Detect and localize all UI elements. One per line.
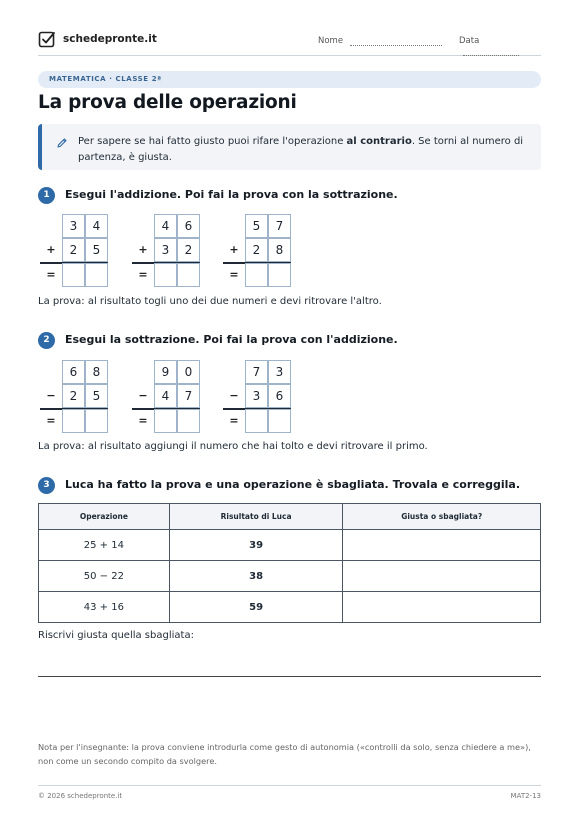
digit-cell: 4 [85, 214, 108, 238]
brand-name: schedepronte.it [63, 33, 157, 45]
worksheet-code: MAT2-13 [510, 792, 541, 800]
digit-cell: 8 [268, 238, 291, 262]
digit-cell: 2 [62, 384, 85, 408]
result-cell: 38 [169, 561, 343, 592]
digit-cell: 4 [154, 384, 177, 408]
operation-cell: 50 − 22 [39, 561, 170, 592]
info-text-part: Per sapere se hai fatto giusto puoi rifare l'operazione [78, 136, 347, 147]
copyright: © 2026 schedepronte.it [38, 792, 123, 800]
table-row [39, 592, 541, 623]
digit-cell: 7 [177, 384, 200, 408]
answer-cell[interactable] [154, 409, 177, 433]
answer-cell[interactable] [268, 409, 291, 433]
table-row [39, 561, 541, 592]
digit-cell: 3 [245, 384, 268, 408]
digit-cell: 3 [62, 214, 85, 238]
results-table [38, 503, 541, 623]
column-header: Risultato di Luca [169, 504, 343, 530]
digit-cell: 5 [245, 214, 268, 238]
digit-cell: 2 [177, 238, 200, 262]
check-answer-cell[interactable] [343, 561, 541, 592]
question-number: 1 [38, 187, 55, 204]
date-label: Data [459, 36, 480, 46]
question-text: Esegui la sottrazione. Poi fai la prova con l'addizione. [65, 333, 398, 346]
equals-sign: = [46, 414, 56, 427]
answer-cell[interactable] [62, 409, 85, 433]
date-line [463, 47, 519, 56]
answer-cell[interactable] [85, 263, 108, 287]
answer-cell[interactable] [62, 263, 85, 287]
teacher-note: Nota per l'insegnante: la prova conviene introdurla come gesto di autonomia («controlli da solo, senza chiedere a me»), non come un secondo compito da svolgere. [38, 742, 531, 766]
prova-hint: La prova: al risultato aggiungi il numero che hai tolto e devi ritrovare il primo. [38, 441, 428, 452]
rewrite-prompt: Riscrivi giusta quella sbagliata: [38, 630, 194, 641]
operator-sign: − [229, 389, 239, 402]
brand [38, 30, 157, 48]
equals-sign: = [138, 414, 148, 427]
answer-cell[interactable] [85, 409, 108, 433]
table-header-row [39, 504, 541, 530]
question-number: 2 [38, 332, 55, 349]
operator-sign: + [46, 243, 56, 256]
question-text: Esegui l'addizione. Poi fai la prova con la sottrazione. [65, 188, 398, 201]
operation-cell: 43 + 16 [39, 592, 170, 623]
operation-cell: 25 + 14 [39, 530, 170, 561]
info-text-part: . Se torni al numero di partenza, è giusta. [78, 136, 524, 163]
date-field[interactable] [459, 36, 541, 56]
digit-cell: 3 [268, 360, 291, 384]
digit-cell: 0 [177, 360, 200, 384]
digit-cell: 6 [268, 384, 291, 408]
check-answer-cell[interactable] [343, 592, 541, 623]
answer-cell[interactable] [177, 409, 200, 433]
digit-cell: 7 [268, 214, 291, 238]
digit-cell: 9 [154, 360, 177, 384]
digit-cell: 5 [85, 238, 108, 262]
answer-cell[interactable] [245, 263, 268, 287]
page-header [38, 30, 541, 56]
result-cell: 39 [169, 530, 343, 561]
pencil-icon [56, 137, 68, 149]
digit-cell: 4 [154, 214, 177, 238]
subject-badge: MATEMATICA · CLASSE 2ª [38, 71, 541, 88]
operator-sign: − [46, 389, 56, 402]
answer-cell[interactable] [154, 263, 177, 287]
digit-cell: 3 [154, 238, 177, 262]
info-text-bold: al contrario [346, 136, 412, 147]
page-title: La prova delle operazioni [38, 92, 297, 113]
question-number: 3 [38, 477, 55, 494]
name-field[interactable] [318, 36, 442, 46]
digit-cell: 2 [245, 238, 268, 262]
digit-cell: 2 [62, 238, 85, 262]
name-line [350, 37, 442, 46]
answer-cell[interactable] [268, 263, 291, 287]
page-footer [38, 785, 541, 800]
digit-cell: 6 [62, 360, 85, 384]
equals-sign: = [46, 268, 56, 281]
checkbox-logo-icon [38, 30, 56, 48]
check-answer-cell[interactable] [343, 530, 541, 561]
operator-sign: − [138, 389, 148, 402]
operator-sign: + [229, 243, 239, 256]
column-header: Operazione [39, 504, 170, 530]
prova-hint: La prova: al risultato togli uno dei due numeri e devi ritrovare l'altro. [38, 296, 382, 307]
table-row [39, 530, 541, 561]
name-label: Nome [318, 36, 344, 46]
equals-sign: = [229, 268, 239, 281]
answer-cell[interactable] [177, 263, 200, 287]
digit-cell: 7 [245, 360, 268, 384]
answer-line[interactable] [38, 676, 541, 677]
operator-sign: + [138, 243, 148, 256]
answer-cell[interactable] [245, 409, 268, 433]
digit-cell: 5 [85, 384, 108, 408]
question-text: Luca ha fatto la prova e una operazione è sbagliata. Trovala e correggila. [65, 478, 521, 491]
equals-sign: = [138, 268, 148, 281]
info-text [78, 134, 528, 166]
digit-cell: 6 [177, 214, 200, 238]
result-cell: 59 [169, 592, 343, 623]
equals-sign: = [229, 414, 239, 427]
digit-cell: 8 [85, 360, 108, 384]
column-header: Giusta o sbagliata? [343, 504, 541, 530]
info-box [38, 124, 541, 170]
